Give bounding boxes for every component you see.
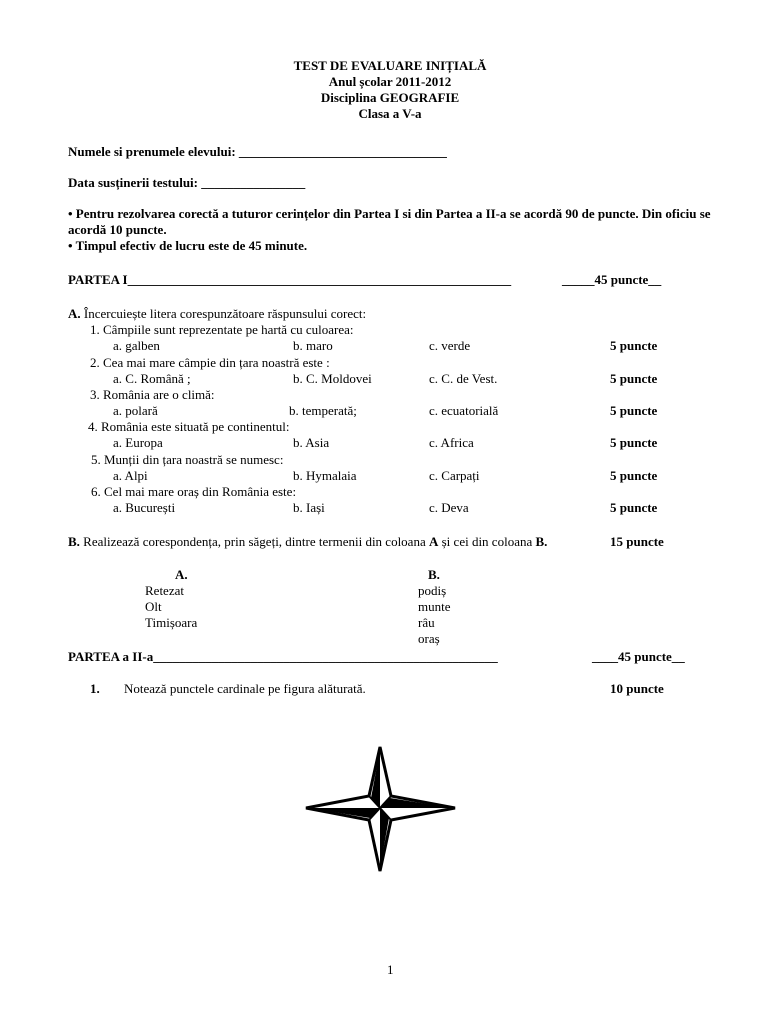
question-5-option-b: b. Hymalaia <box>293 468 357 483</box>
column-a-heading: A. <box>175 567 188 582</box>
question-4-option-b: b. Asia <box>293 435 330 450</box>
column-a-item: Retezat <box>145 583 184 598</box>
question-1-option-a: a. galben <box>113 338 160 353</box>
section-b-instruction <box>68 534 547 550</box>
question-6-option-a: a. București <box>113 500 176 515</box>
part1-underline: ___________________________________________________________ <box>127 272 512 287</box>
question-6-option-c: c. Deva <box>429 500 469 515</box>
question-1-points: 5 puncte <box>610 338 658 353</box>
compass-star-icon <box>300 744 460 874</box>
instruction-time: • Timpul efectiv de lucru este de 45 minute. <box>68 238 308 253</box>
question-2-option-a: a. C. Română ; <box>113 371 191 386</box>
question-4-option-a: a. Europa <box>113 435 163 450</box>
question-6: 6. Cel mai mare oraș din România este: <box>91 484 297 499</box>
section-b-col-a-ref: A <box>428 534 439 549</box>
column-a-item: Timișoara <box>145 615 198 630</box>
question-2-points: 5 puncte <box>610 371 658 386</box>
column-b-heading: B. <box>428 567 440 582</box>
question-5-points: 5 puncte <box>610 468 658 483</box>
section-b-text-1: Realizează corespondența, prin săgeți, dintre termenii din coloana <box>83 534 429 549</box>
section-b-text-2: și cei din coloana <box>441 534 536 549</box>
question-5-option-a: a. Alpi <box>113 468 148 483</box>
question-2-option-c: c. C. de Vest. <box>429 371 498 386</box>
instruction-points: • Pentru rezolvarea corectă a tuturor cerințelor din Partea I si din Partea a II-a se acordă 90 de puncte. Din oficiu se acordă 10 puncte. <box>68 206 711 237</box>
test-date-label: Data susținerii testului: <box>68 175 198 190</box>
part2-question-1-number: 1. <box>90 681 100 696</box>
part1-points: _____45 puncte__ <box>562 272 662 287</box>
question-3-points: 5 puncte <box>610 403 658 418</box>
part2-question-1-text: Notează punctele cardinale pe figura alăturată. <box>124 681 366 696</box>
column-b-item: oraș <box>418 631 440 646</box>
part2-heading <box>68 649 498 665</box>
part1-heading <box>68 272 511 288</box>
question-3: 3. România are o climă: <box>90 387 215 402</box>
question-3-option-b: b. temperată; <box>289 403 357 418</box>
section-b-points: 15 puncte <box>610 534 664 549</box>
question-4-points: 5 puncte <box>610 435 658 450</box>
question-1: 1. Câmpiile sunt reprezentate pe hartă cu culoarea: <box>90 322 354 337</box>
student-name-blank: ________________________________ <box>238 144 447 159</box>
section-a-letter: A. <box>68 306 81 321</box>
test-title: TEST DE EVALUARE INIȚIALĂ <box>293 58 487 73</box>
part2-points: ____45 puncte__ <box>592 649 685 664</box>
school-year: Anul școlar 2011-2012 <box>328 74 452 89</box>
question-5-option-c: c. Carpați <box>429 468 480 483</box>
part2-underline: _____________________________________________________ <box>153 649 498 664</box>
section-a-text: Încercuiește litera corespunzătoare răspunsului corect: <box>83 306 367 321</box>
question-6-points: 5 puncte <box>610 500 658 515</box>
student-name-line <box>68 144 447 160</box>
student-name-label: Numele si prenumele elevului: <box>68 144 236 159</box>
question-3-option-c: c. ecuatorială <box>429 403 499 418</box>
class-level: Clasa a V-a <box>358 106 422 121</box>
section-a-instruction <box>68 306 366 322</box>
question-1-option-b: b. maro <box>293 338 333 353</box>
column-b-item: podiș <box>418 583 447 598</box>
part1-label: PARTEA I <box>68 272 128 287</box>
section-b-letter: B. <box>68 534 80 549</box>
discipline: Disciplina GEOGRAFIE <box>320 90 460 105</box>
question-4: 4. România este situată pe continentul: <box>88 419 290 434</box>
test-date-blank: ________________ <box>201 175 306 190</box>
column-b-item: munte <box>418 599 451 614</box>
section-b-col-b-ref: B. <box>535 534 548 549</box>
question-6-option-b: b. Iași <box>293 500 325 515</box>
question-2: 2. Cea mai mare câmpie din țara noastră este : <box>90 355 330 370</box>
part2-question-1-points: 10 puncte <box>610 681 664 696</box>
question-3-option-a: a. polară <box>113 403 158 418</box>
column-a-item: Olt <box>145 599 162 614</box>
question-4-option-c: c. Africa <box>429 435 474 450</box>
part2-label: PARTEA a II-a <box>68 649 154 664</box>
test-date-line <box>68 175 305 191</box>
column-b-item: râu <box>418 615 435 630</box>
question-1-option-c: c. verde <box>429 338 471 353</box>
question-5: 5. Munții din țara noastră se numesc: <box>91 452 284 467</box>
page-number: 1 <box>387 962 394 977</box>
question-2-option-b: b. C. Moldovei <box>293 371 372 386</box>
